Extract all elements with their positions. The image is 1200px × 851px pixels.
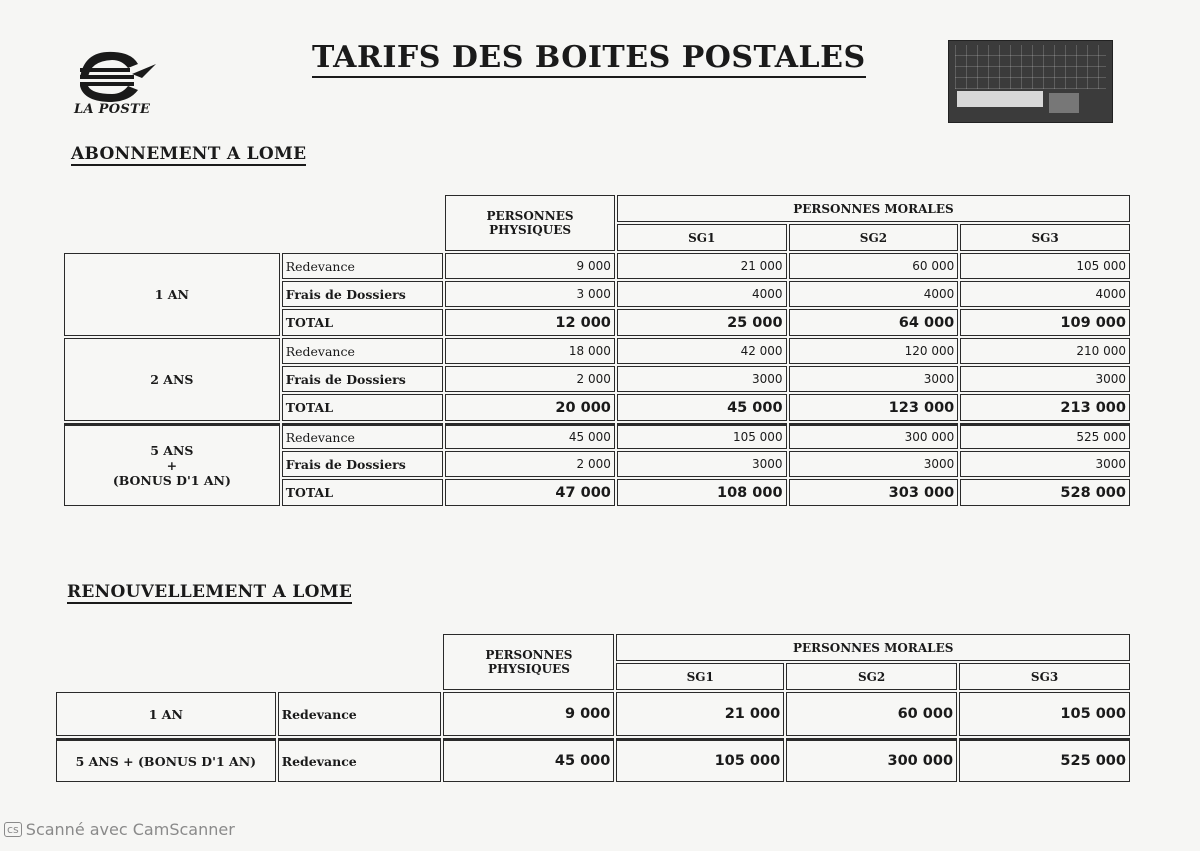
- watermark-text: Scanné avec CamScanner: [25, 820, 235, 839]
- cell-value: 18 000: [445, 338, 615, 364]
- cell-total: 64 000: [789, 309, 959, 336]
- row-label: Redevance: [278, 738, 442, 782]
- cell-total: 12 000: [445, 309, 615, 336]
- cell-value: 45 000: [445, 423, 615, 449]
- cell-value: 4000: [960, 281, 1130, 307]
- group-label-line: +: [166, 458, 178, 473]
- cell-total: 47 000: [445, 479, 615, 506]
- col-header-physique: PERSONNES PHYSIQUES: [443, 634, 614, 690]
- row-label: Frais de Dossiers: [282, 451, 444, 477]
- group-label: 1 AN: [56, 692, 276, 736]
- row-label: Redevance: [282, 423, 444, 449]
- row-label: Redevance: [282, 338, 444, 364]
- cell-total: 109 000: [960, 309, 1130, 336]
- group-label: 5 ANS + (BONUS D'1 AN): [56, 738, 276, 782]
- group-label: [64, 423, 280, 506]
- abonnement-table: [62, 193, 1132, 508]
- camscanner-icon: cs: [4, 822, 22, 837]
- group-label: 2 ANS: [64, 338, 280, 421]
- cell-value: 4000: [617, 281, 787, 307]
- table-row: [56, 692, 1130, 736]
- cell-value: 300 000: [789, 423, 959, 449]
- cell-value: 60 000: [786, 692, 957, 736]
- cell-value: 525 000: [960, 423, 1130, 449]
- row-label: Redevance: [282, 253, 444, 279]
- cell-value: 105 000: [960, 253, 1130, 279]
- col-header-sg3: SG3: [960, 224, 1130, 251]
- row-label: TOTAL: [282, 394, 444, 421]
- row-label: Frais de Dossiers: [282, 281, 444, 307]
- col-header-morales: PERSONNES MORALES: [616, 634, 1130, 661]
- cell-value: 21 000: [616, 692, 784, 736]
- col-header-morales: PERSONNES MORALES: [617, 195, 1130, 222]
- cell-total: 20 000: [445, 394, 615, 421]
- col-header-sg1: SG1: [616, 663, 784, 690]
- row-label: TOTAL: [282, 309, 444, 336]
- cell-value: 2 000: [445, 451, 615, 477]
- table-row: [64, 253, 1130, 279]
- cell-value: 60 000: [789, 253, 959, 279]
- cell-value: 3000: [789, 366, 959, 392]
- section-title-renouvellement: RENOUVELLEMENT A LOME: [67, 582, 353, 602]
- renouvellement-table: [54, 632, 1132, 784]
- cell-value: 300 000: [786, 738, 957, 782]
- table-row: [56, 738, 1130, 782]
- cell-value: 120 000: [789, 338, 959, 364]
- col-header-sg1: SG1: [617, 224, 787, 251]
- cell-value: 210 000: [960, 338, 1130, 364]
- cell-value: 42 000: [617, 338, 787, 364]
- cell-value: 21 000: [617, 253, 787, 279]
- cell-value: 9 000: [443, 692, 614, 736]
- cell-value: 2 000: [445, 366, 615, 392]
- cell-value: 105 000: [959, 692, 1130, 736]
- cell-total: 108 000: [617, 479, 787, 506]
- group-label: 1 AN: [64, 253, 280, 336]
- cell-value: 3000: [789, 451, 959, 477]
- cell-value: 3000: [617, 366, 787, 392]
- cell-total: 303 000: [789, 479, 959, 506]
- cell-value: 3000: [960, 366, 1130, 392]
- page-title: TARIFS DES BOITES POSTALES: [312, 40, 866, 78]
- logo-text: LA POSTE: [74, 102, 151, 117]
- cell-value: 4000: [789, 281, 959, 307]
- cell-value: 105 000: [617, 423, 787, 449]
- cell-total: 528 000: [960, 479, 1130, 506]
- cell-value: 3000: [960, 451, 1130, 477]
- cell-value: 3000: [617, 451, 787, 477]
- cell-value: 9 000: [445, 253, 615, 279]
- col-header-sg2: SG2: [786, 663, 957, 690]
- row-label: TOTAL: [282, 479, 444, 506]
- row-label: Frais de Dossiers: [282, 366, 444, 392]
- col-header-sg2: SG2: [789, 224, 959, 251]
- po-box-photo: [948, 40, 1113, 123]
- cell-total: 45 000: [617, 394, 787, 421]
- cell-total: 25 000: [617, 309, 787, 336]
- section-title-abonnement: ABONNEMENT A LOME: [71, 144, 307, 164]
- cell-value: 105 000: [616, 738, 784, 782]
- col-header-physique: PERSONNES PHYSIQUES: [445, 195, 615, 251]
- cell-value: 3 000: [445, 281, 615, 307]
- cell-total: 123 000: [789, 394, 959, 421]
- table-row: [64, 423, 1130, 449]
- col-header-sg3: SG3: [959, 663, 1130, 690]
- table-row: [64, 338, 1130, 364]
- cell-value: 45 000: [443, 738, 614, 782]
- cell-total: 213 000: [960, 394, 1130, 421]
- group-label-line: (BONUS D'1 AN): [112, 473, 231, 488]
- group-label-line: 5 ANS: [150, 443, 194, 458]
- scanner-watermark: [4, 820, 235, 839]
- cell-value: 525 000: [959, 738, 1130, 782]
- row-label: Redevance: [278, 692, 442, 736]
